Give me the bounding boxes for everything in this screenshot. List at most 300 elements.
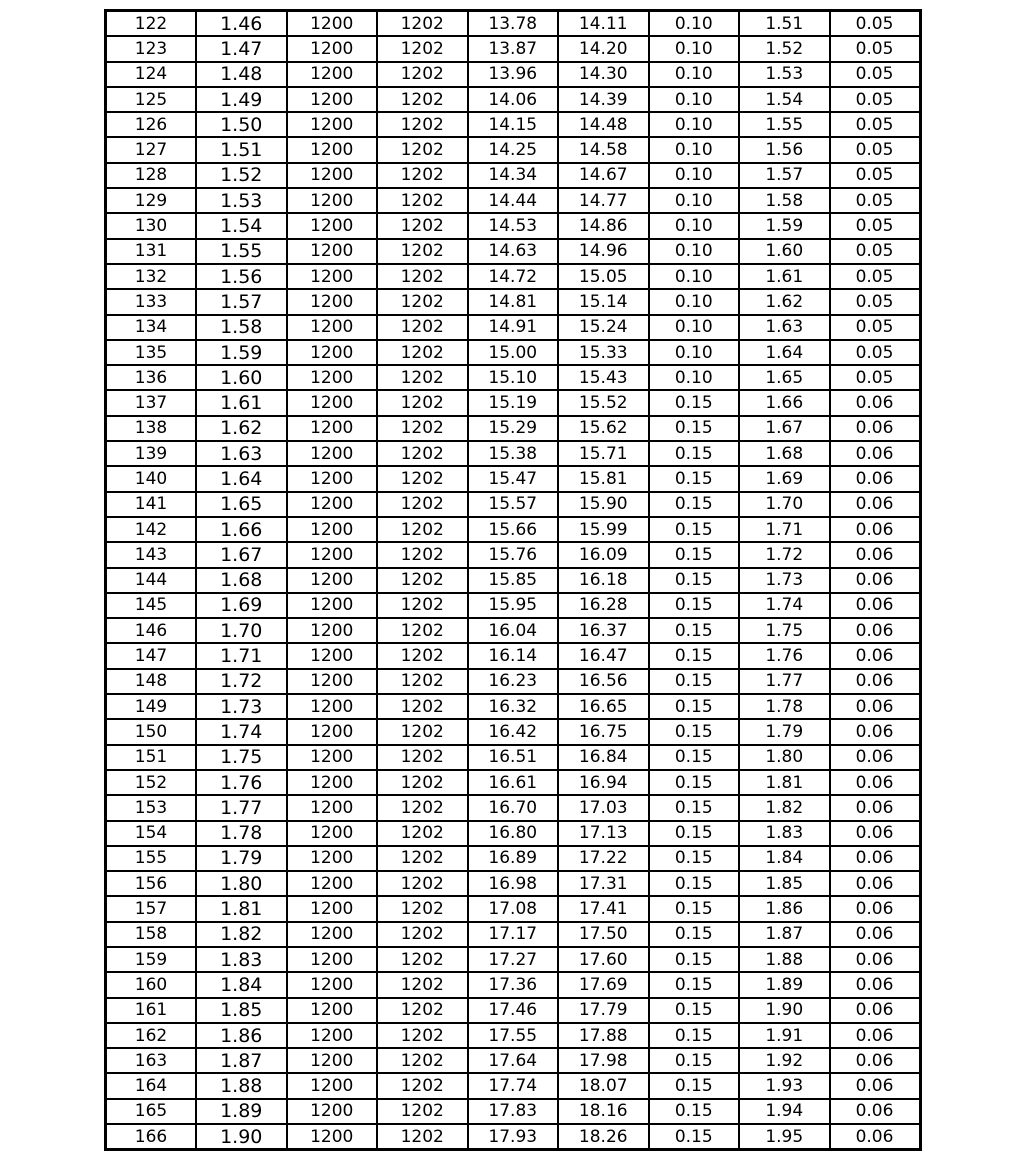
table-cell-col-2: 1.67 (196, 542, 287, 567)
table-cell-col-5: 14.34 (468, 163, 559, 188)
table-cell-col-3: 1200 (287, 1023, 378, 1048)
table-cell-col-2: 1.75 (196, 745, 287, 770)
table-cell-col-6: 14.39 (558, 87, 649, 112)
table-cell-col-4: 1202 (377, 669, 468, 694)
table-cell-col-8: 1.79 (739, 719, 830, 744)
table-cell-col-9: 0.06 (830, 517, 921, 542)
table-row (106, 770, 921, 795)
table-cell-col-1: 162 (106, 1023, 197, 1048)
table-cell-col-2: 1.83 (196, 947, 287, 972)
table-cell-col-3: 1200 (287, 87, 378, 112)
table-cell-col-3: 1200 (287, 795, 378, 820)
table-cell-col-3: 1200 (287, 568, 378, 593)
table-cell-col-3: 1200 (287, 213, 378, 238)
table-row (106, 719, 921, 744)
table-cell-col-4: 1202 (377, 315, 468, 340)
table-cell-col-9: 0.05 (830, 289, 921, 314)
table-cell-col-6: 17.60 (558, 947, 649, 972)
table-cell-col-2: 1.46 (196, 11, 287, 37)
table-cell-col-2: 1.86 (196, 1023, 287, 1048)
table-cell-col-3: 1200 (287, 137, 378, 162)
table-cell-col-8: 1.74 (739, 593, 830, 618)
table-cell-col-3: 1200 (287, 163, 378, 188)
table-row (106, 340, 921, 365)
table-cell-col-8: 1.87 (739, 922, 830, 947)
table-cell-col-1: 160 (106, 972, 197, 997)
table-cell-col-2: 1.49 (196, 87, 287, 112)
table-row (106, 998, 921, 1023)
table-cell-col-4: 1202 (377, 947, 468, 972)
table-cell-col-4: 1202 (377, 213, 468, 238)
table-cell-col-7: 0.15 (649, 972, 740, 997)
table-row (106, 972, 921, 997)
table-cell-col-7: 0.15 (649, 492, 740, 517)
table-cell-col-9: 0.05 (830, 87, 921, 112)
table-row (106, 1023, 921, 1048)
table-cell-col-9: 0.05 (830, 340, 921, 365)
table-cell-col-9: 0.06 (830, 593, 921, 618)
table-cell-col-3: 1200 (287, 669, 378, 694)
table-cell-col-8: 1.89 (739, 972, 830, 997)
table-cell-col-4: 1202 (377, 517, 468, 542)
table-cell-col-6: 17.79 (558, 998, 649, 1023)
table-cell-col-8: 1.66 (739, 390, 830, 415)
table-cell-col-3: 1200 (287, 1099, 378, 1124)
table-cell-col-3: 1200 (287, 593, 378, 618)
table-cell-col-6: 16.75 (558, 719, 649, 744)
table-cell-col-1: 146 (106, 618, 197, 643)
table-cell-col-2: 1.90 (196, 1124, 287, 1150)
table-cell-col-7: 0.15 (649, 593, 740, 618)
table-cell-col-7: 0.10 (649, 289, 740, 314)
table-cell-col-9: 0.05 (830, 11, 921, 37)
table-cell-col-7: 0.10 (649, 62, 740, 87)
table-row (106, 137, 921, 162)
table-cell-col-8: 1.88 (739, 947, 830, 972)
table-cell-col-6: 15.05 (558, 264, 649, 289)
table-cell-col-1: 155 (106, 846, 197, 871)
table-cell-col-5: 16.80 (468, 821, 559, 846)
table-cell-col-9: 0.06 (830, 1124, 921, 1150)
table-cell-col-8: 1.69 (739, 466, 830, 491)
table-row (106, 568, 921, 593)
table-cell-col-1: 141 (106, 492, 197, 517)
table-cell-col-9: 0.05 (830, 112, 921, 137)
table-cell-col-7: 0.15 (649, 947, 740, 972)
table-cell-col-7: 0.10 (649, 137, 740, 162)
table-cell-col-2: 1.81 (196, 896, 287, 921)
table-cell-col-3: 1200 (287, 264, 378, 289)
table-cell-col-8: 1.54 (739, 87, 830, 112)
table-cell-col-4: 1202 (377, 441, 468, 466)
table-cell-col-1: 156 (106, 871, 197, 896)
table-row (106, 947, 921, 972)
table-cell-col-2: 1.61 (196, 390, 287, 415)
table-cell-col-9: 0.06 (830, 770, 921, 795)
table-cell-col-8: 1.72 (739, 542, 830, 567)
table-cell-col-8: 1.84 (739, 846, 830, 871)
table-cell-col-3: 1200 (287, 315, 378, 340)
table-cell-col-3: 1200 (287, 542, 378, 567)
table-cell-col-7: 0.15 (649, 618, 740, 643)
table-cell-col-5: 17.64 (468, 1048, 559, 1073)
table-cell-col-9: 0.06 (830, 694, 921, 719)
table-cell-col-6: 14.11 (558, 11, 649, 37)
table-cell-col-8: 1.86 (739, 896, 830, 921)
table-cell-col-6: 17.88 (558, 1023, 649, 1048)
table-cell-col-8: 1.55 (739, 112, 830, 137)
table-row (106, 542, 921, 567)
table-row (106, 416, 921, 441)
table-cell-col-1: 142 (106, 517, 197, 542)
table-row (106, 315, 921, 340)
table-cell-col-5: 17.74 (468, 1073, 559, 1098)
table-cell-col-1: 138 (106, 416, 197, 441)
table-cell-col-3: 1200 (287, 719, 378, 744)
table-cell-col-3: 1200 (287, 745, 378, 770)
table-cell-col-5: 14.25 (468, 137, 559, 162)
table-cell-col-7: 0.15 (649, 441, 740, 466)
table-cell-col-4: 1202 (377, 492, 468, 517)
table-cell-col-4: 1202 (377, 239, 468, 264)
table-cell-col-2: 1.62 (196, 416, 287, 441)
table-cell-col-3: 1200 (287, 390, 378, 415)
table-cell-col-5: 16.61 (468, 770, 559, 795)
table-row (106, 643, 921, 668)
table-row (106, 390, 921, 415)
table-cell-col-8: 1.62 (739, 289, 830, 314)
table-cell-col-4: 1202 (377, 896, 468, 921)
table-cell-col-7: 0.10 (649, 87, 740, 112)
table-cell-col-6: 15.81 (558, 466, 649, 491)
table-cell-col-6: 15.14 (558, 289, 649, 314)
table-cell-col-3: 1200 (287, 922, 378, 947)
table-cell-col-3: 1200 (287, 694, 378, 719)
table-cell-col-5: 15.85 (468, 568, 559, 593)
table-cell-col-8: 1.78 (739, 694, 830, 719)
table-row (106, 163, 921, 188)
table-cell-col-5: 16.89 (468, 846, 559, 871)
table-cell-col-9: 0.05 (830, 137, 921, 162)
table-cell-col-6: 16.84 (558, 745, 649, 770)
table-cell-col-2: 1.53 (196, 188, 287, 213)
table-cell-col-5: 16.70 (468, 795, 559, 820)
table-cell-col-7: 0.15 (649, 1073, 740, 1098)
table-cell-col-6: 17.13 (558, 821, 649, 846)
table-row (106, 239, 921, 264)
table-cell-col-9: 0.05 (830, 163, 921, 188)
table-row (106, 846, 921, 871)
table-cell-col-5: 15.29 (468, 416, 559, 441)
table-cell-col-8: 1.76 (739, 643, 830, 668)
table-cell-col-5: 15.47 (468, 466, 559, 491)
table-cell-col-7: 0.15 (649, 669, 740, 694)
table-cell-col-2: 1.70 (196, 618, 287, 643)
table-cell-col-9: 0.06 (830, 795, 921, 820)
table-cell-col-5: 15.57 (468, 492, 559, 517)
table-cell-col-4: 1202 (377, 1048, 468, 1073)
table-cell-col-5: 14.91 (468, 315, 559, 340)
table-cell-col-4: 1202 (377, 264, 468, 289)
table-cell-col-7: 0.10 (649, 365, 740, 390)
table-cell-col-5: 14.63 (468, 239, 559, 264)
table-cell-col-5: 14.06 (468, 87, 559, 112)
table-cell-col-4: 1202 (377, 972, 468, 997)
table-cell-col-4: 1202 (377, 289, 468, 314)
table-cell-col-8: 1.68 (739, 441, 830, 466)
table-cell-col-6: 15.71 (558, 441, 649, 466)
table-cell-col-1: 134 (106, 315, 197, 340)
table-cell-col-2: 1.66 (196, 517, 287, 542)
table-cell-col-5: 16.42 (468, 719, 559, 744)
table-cell-col-9: 0.06 (830, 1099, 921, 1124)
table-row (106, 365, 921, 390)
table-cell-col-1: 145 (106, 593, 197, 618)
table-cell-col-1: 122 (106, 11, 197, 37)
table-cell-col-1: 165 (106, 1099, 197, 1124)
table-cell-col-9: 0.06 (830, 922, 921, 947)
table-cell-col-4: 1202 (377, 340, 468, 365)
table-row (106, 517, 921, 542)
table-cell-col-3: 1200 (287, 365, 378, 390)
table-cell-col-8: 1.92 (739, 1048, 830, 1073)
table-cell-col-3: 1200 (287, 1124, 378, 1150)
table-cell-col-7: 0.10 (649, 112, 740, 137)
table-cell-col-9: 0.06 (830, 972, 921, 997)
table-cell-col-8: 1.93 (739, 1073, 830, 1098)
table-cell-col-5: 17.36 (468, 972, 559, 997)
table-cell-col-2: 1.85 (196, 998, 287, 1023)
table-cell-col-3: 1200 (287, 492, 378, 517)
table-cell-col-4: 1202 (377, 87, 468, 112)
table-cell-col-6: 15.99 (558, 517, 649, 542)
table-cell-col-8: 1.59 (739, 213, 830, 238)
table-cell-col-4: 1202 (377, 390, 468, 415)
table-cell-col-2: 1.79 (196, 846, 287, 871)
table-cell-col-5: 16.14 (468, 643, 559, 668)
table-cell-col-8: 1.83 (739, 821, 830, 846)
table-cell-col-7: 0.15 (649, 719, 740, 744)
table-cell-col-1: 143 (106, 542, 197, 567)
table-cell-col-7: 0.10 (649, 264, 740, 289)
table-cell-col-6: 18.07 (558, 1073, 649, 1098)
table-cell-col-1: 158 (106, 922, 197, 947)
table-cell-col-1: 130 (106, 213, 197, 238)
table-row (106, 1124, 921, 1150)
table-row (106, 36, 921, 61)
table-cell-col-5: 14.15 (468, 112, 559, 137)
table-cell-col-9: 0.05 (830, 239, 921, 264)
table-cell-col-9: 0.06 (830, 390, 921, 415)
table-cell-col-7: 0.10 (649, 315, 740, 340)
table-body (106, 11, 921, 1150)
table-cell-col-5: 15.10 (468, 365, 559, 390)
table-cell-col-8: 1.90 (739, 998, 830, 1023)
table-row (106, 87, 921, 112)
table-cell-col-5: 17.27 (468, 947, 559, 972)
table-cell-col-1: 152 (106, 770, 197, 795)
table-cell-col-4: 1202 (377, 416, 468, 441)
table-row (106, 466, 921, 491)
table-cell-col-5: 16.51 (468, 745, 559, 770)
table-cell-col-2: 1.59 (196, 340, 287, 365)
table-cell-col-8: 1.60 (739, 239, 830, 264)
table-cell-col-1: 159 (106, 947, 197, 972)
table-cell-col-2: 1.76 (196, 770, 287, 795)
table-cell-col-8: 1.91 (739, 1023, 830, 1048)
table-cell-col-6: 15.90 (558, 492, 649, 517)
table-cell-col-4: 1202 (377, 112, 468, 137)
table-cell-col-1: 163 (106, 1048, 197, 1073)
table-row (106, 618, 921, 643)
table-cell-col-5: 15.95 (468, 593, 559, 618)
table-cell-col-8: 1.57 (739, 163, 830, 188)
table-cell-col-2: 1.88 (196, 1073, 287, 1098)
table-cell-col-3: 1200 (287, 62, 378, 87)
table-cell-col-7: 0.15 (649, 390, 740, 415)
table-cell-col-3: 1200 (287, 896, 378, 921)
table-cell-col-7: 0.10 (649, 11, 740, 37)
table-cell-col-4: 1202 (377, 694, 468, 719)
table-cell-col-2: 1.63 (196, 441, 287, 466)
table-row (106, 694, 921, 719)
table-cell-col-8: 1.61 (739, 264, 830, 289)
table-cell-col-8: 1.85 (739, 871, 830, 896)
table-cell-col-6: 16.37 (558, 618, 649, 643)
table-cell-col-4: 1202 (377, 163, 468, 188)
table-row (106, 871, 921, 896)
table-cell-col-4: 1202 (377, 188, 468, 213)
table-cell-col-1: 135 (106, 340, 197, 365)
table-cell-col-8: 1.80 (739, 745, 830, 770)
table-cell-col-1: 124 (106, 62, 197, 87)
table-cell-col-6: 14.96 (558, 239, 649, 264)
table-cell-col-7: 0.10 (649, 188, 740, 213)
table-cell-col-6: 14.77 (558, 188, 649, 213)
table-cell-col-2: 1.69 (196, 593, 287, 618)
table-cell-col-2: 1.65 (196, 492, 287, 517)
table-cell-col-2: 1.54 (196, 213, 287, 238)
table-cell-col-1: 151 (106, 745, 197, 770)
table-cell-col-7: 0.15 (649, 568, 740, 593)
table-cell-col-3: 1200 (287, 643, 378, 668)
table-row (106, 669, 921, 694)
table-cell-col-2: 1.57 (196, 289, 287, 314)
table-cell-col-6: 14.86 (558, 213, 649, 238)
table-cell-col-7: 0.15 (649, 517, 740, 542)
table-cell-col-3: 1200 (287, 618, 378, 643)
table-cell-col-1: 140 (106, 466, 197, 491)
table-cell-col-1: 157 (106, 896, 197, 921)
table-cell-col-1: 154 (106, 821, 197, 846)
table-cell-col-7: 0.15 (649, 745, 740, 770)
table-cell-col-1: 128 (106, 163, 197, 188)
table-row (106, 922, 921, 947)
table-cell-col-4: 1202 (377, 846, 468, 871)
table-cell-col-4: 1202 (377, 568, 468, 593)
table-cell-col-4: 1202 (377, 36, 468, 61)
table-cell-col-3: 1200 (287, 416, 378, 441)
table-cell-col-4: 1202 (377, 745, 468, 770)
table-cell-col-8: 1.73 (739, 568, 830, 593)
table-cell-col-2: 1.80 (196, 871, 287, 896)
table-cell-col-6: 14.58 (558, 137, 649, 162)
table-cell-col-9: 0.06 (830, 643, 921, 668)
table-cell-col-3: 1200 (287, 947, 378, 972)
table-cell-col-6: 15.62 (558, 416, 649, 441)
table-cell-col-4: 1202 (377, 998, 468, 1023)
table-cell-col-2: 1.89 (196, 1099, 287, 1124)
table-cell-col-1: 161 (106, 998, 197, 1023)
table-cell-col-6: 15.24 (558, 315, 649, 340)
table-cell-col-7: 0.15 (649, 896, 740, 921)
table-cell-col-9: 0.06 (830, 1048, 921, 1073)
table-cell-col-9: 0.05 (830, 36, 921, 61)
table-cell-col-4: 1202 (377, 770, 468, 795)
table-cell-col-2: 1.51 (196, 137, 287, 162)
table-cell-col-4: 1202 (377, 922, 468, 947)
table-cell-col-8: 1.82 (739, 795, 830, 820)
table-cell-col-6: 14.30 (558, 62, 649, 87)
table-cell-col-8: 1.52 (739, 36, 830, 61)
table-cell-col-9: 0.06 (830, 466, 921, 491)
table-cell-col-9: 0.06 (830, 416, 921, 441)
table-cell-col-5: 14.81 (468, 289, 559, 314)
table-cell-col-9: 0.06 (830, 1023, 921, 1048)
table-cell-col-5: 17.83 (468, 1099, 559, 1124)
table-cell-col-3: 1200 (287, 1048, 378, 1073)
table-cell-col-1: 139 (106, 441, 197, 466)
table-cell-col-5: 17.08 (468, 896, 559, 921)
table-cell-col-9: 0.06 (830, 947, 921, 972)
table-cell-col-9: 0.06 (830, 998, 921, 1023)
table-cell-col-5: 14.53 (468, 213, 559, 238)
table-cell-col-3: 1200 (287, 770, 378, 795)
table-cell-col-4: 1202 (377, 137, 468, 162)
table-cell-col-5: 14.44 (468, 188, 559, 213)
table-cell-col-4: 1202 (377, 1124, 468, 1150)
table-row (106, 795, 921, 820)
table-row (106, 492, 921, 517)
table-cell-col-5: 16.98 (468, 871, 559, 896)
table-cell-col-2: 1.48 (196, 62, 287, 87)
table-cell-col-1: 136 (106, 365, 197, 390)
table-cell-col-7: 0.10 (649, 36, 740, 61)
table-cell-col-7: 0.10 (649, 213, 740, 238)
table-cell-col-4: 1202 (377, 466, 468, 491)
table-cell-col-7: 0.10 (649, 163, 740, 188)
table-cell-col-9: 0.05 (830, 365, 921, 390)
table-cell-col-6: 16.65 (558, 694, 649, 719)
table-cell-col-7: 0.15 (649, 922, 740, 947)
table-cell-col-1: 123 (106, 36, 197, 61)
table-cell-col-3: 1200 (287, 36, 378, 61)
table-cell-col-3: 1200 (287, 289, 378, 314)
table-cell-col-8: 1.71 (739, 517, 830, 542)
table-cell-col-3: 1200 (287, 846, 378, 871)
table-cell-col-3: 1200 (287, 239, 378, 264)
table-cell-col-6: 17.03 (558, 795, 649, 820)
table-cell-col-5: 15.00 (468, 340, 559, 365)
table-cell-col-4: 1202 (377, 62, 468, 87)
table-cell-col-7: 0.15 (649, 1099, 740, 1124)
table-row (106, 821, 921, 846)
table-cell-col-5: 17.93 (468, 1124, 559, 1150)
table-cell-col-4: 1202 (377, 593, 468, 618)
table-cell-col-8: 1.56 (739, 137, 830, 162)
table-cell-col-3: 1200 (287, 517, 378, 542)
table-cell-col-5: 15.38 (468, 441, 559, 466)
